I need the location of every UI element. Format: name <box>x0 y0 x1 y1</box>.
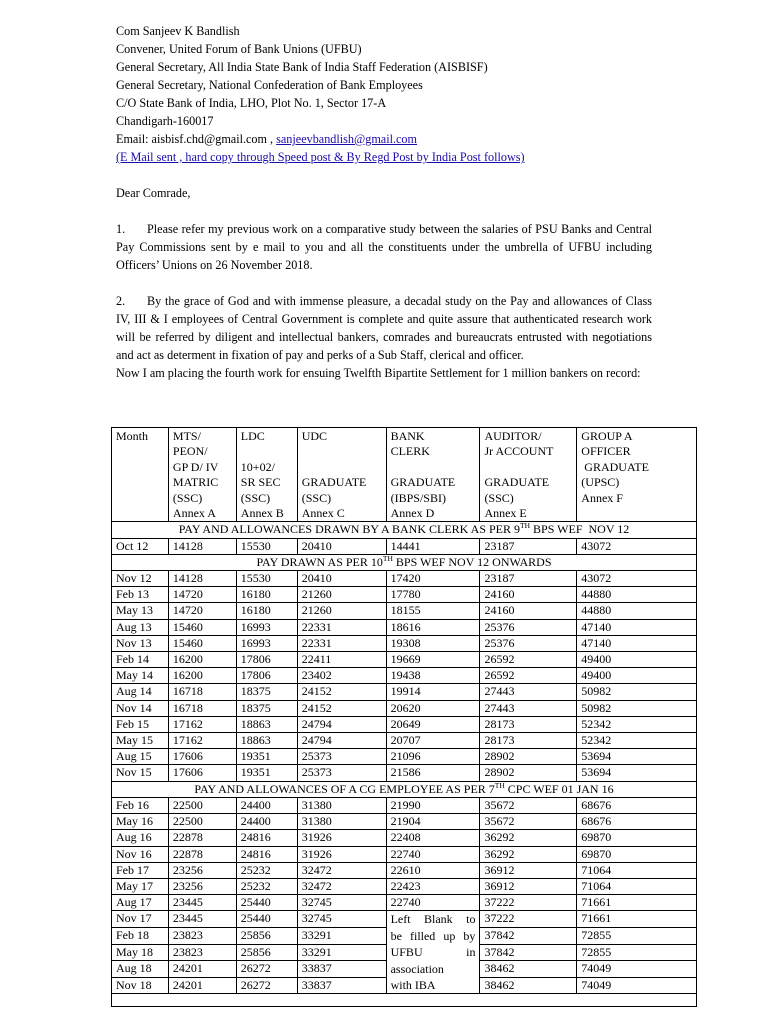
month-cell: Aug 16 <box>112 830 169 846</box>
pay-cell: 49400 <box>577 652 697 668</box>
pay-cell: 25440 <box>236 911 297 928</box>
pay-cell: 19308 <box>386 635 480 651</box>
header-line: (SSC) <box>484 490 514 505</box>
column-header <box>112 428 169 522</box>
table-row <box>112 830 697 846</box>
month-cell: Aug 13 <box>112 619 169 635</box>
email-prefix: Email: aisbisf.chd@gmail.com , <box>116 132 274 146</box>
pay-cell: 24816 <box>236 830 297 846</box>
pay-cell: 71661 <box>577 895 697 911</box>
pay-cell: 44880 <box>577 603 697 619</box>
table-row <box>112 733 697 749</box>
column-header <box>236 428 297 522</box>
pay-cell: 69870 <box>577 846 697 862</box>
pay-cell: 32745 <box>297 895 386 911</box>
pay-cell: 37842 <box>480 944 577 961</box>
pay-cell: 22408 <box>386 830 480 846</box>
pay-cell: 22740 <box>386 895 480 911</box>
pay-cell: 37222 <box>480 911 577 928</box>
pay-cell: 47140 <box>577 619 697 635</box>
header-line: Annex E <box>484 506 527 521</box>
month-cell: Nov 17 <box>112 911 169 928</box>
pay-cell: 22331 <box>297 619 386 635</box>
header-line: AUDITOR/ <box>484 429 542 443</box>
pay-cell: 24400 <box>236 814 297 830</box>
pay-cell: 16200 <box>168 652 236 668</box>
pay-cell: 18863 <box>236 716 297 732</box>
pay-cell: 16993 <box>236 635 297 651</box>
month-cell: Feb 17 <box>112 862 169 878</box>
pay-cell: 21904 <box>386 814 480 830</box>
column-header <box>480 428 577 522</box>
pay-cell: 15530 <box>236 538 297 554</box>
pay-cell: 50982 <box>577 684 697 700</box>
header-line: PEON/ <box>172 444 208 459</box>
header-line: GRADUATE <box>484 475 550 490</box>
pay-cell: 14720 <box>168 587 236 603</box>
pay-cell: 15460 <box>168 619 236 635</box>
pay-cell: 31926 <box>297 830 386 846</box>
header-line <box>484 460 572 475</box>
pay-cell: 24400 <box>236 797 297 813</box>
salutation: Dear Comrade, <box>116 186 191 200</box>
pay-cell: 32745 <box>297 911 386 928</box>
pay-cell: 20649 <box>386 716 480 732</box>
pay-cell: 53694 <box>577 765 697 781</box>
pay-cell: 23187 <box>480 538 577 554</box>
table-row <box>112 911 697 928</box>
header-line <box>241 444 293 459</box>
pay-cell: 22878 <box>168 830 236 846</box>
pay-cell: 38462 <box>480 977 577 994</box>
pay-cell: 16718 <box>168 700 236 716</box>
pay-cell: 74049 <box>577 961 697 978</box>
dispatch-note-link[interactable]: (E Mail sent , hard copy through Speed post & By Regd Post by India Post follows) <box>116 150 525 164</box>
header-line <box>116 491 164 506</box>
header-line: Annex F <box>581 490 623 505</box>
pay-cell: 21990 <box>386 797 480 813</box>
header-line: Annex D <box>390 506 435 521</box>
pay-cell: 22500 <box>168 814 236 830</box>
header-line: (UPSC) <box>581 475 620 490</box>
month-cell: Aug 17 <box>112 895 169 911</box>
month-cell: Aug 15 <box>112 749 169 765</box>
pay-cell: 17420 <box>386 571 480 587</box>
header-line <box>302 444 382 459</box>
header-line <box>302 460 382 475</box>
pay-cell: 24816 <box>236 846 297 862</box>
column-header <box>386 428 480 522</box>
pay-cell: 23823 <box>168 927 236 944</box>
pay-cell: 21260 <box>297 587 386 603</box>
header-line <box>116 506 164 521</box>
pay-cell: 23402 <box>297 668 386 684</box>
pay-cell: 25440 <box>236 895 297 911</box>
pay-cell: 22331 <box>297 635 386 651</box>
table-row <box>112 716 697 732</box>
table-row <box>112 587 697 603</box>
pay-cell: 24160 <box>480 587 577 603</box>
pay-cell: 23445 <box>168 895 236 911</box>
note-line: UFBU in <box>390 945 476 960</box>
pay-cell: 69870 <box>577 830 697 846</box>
pay-cell: 74049 <box>577 977 697 994</box>
sender-line: General Secretary, All India State Bank of India Staff Federation (AISBISF) <box>116 60 488 74</box>
table-row <box>112 619 697 635</box>
pay-cell: 15530 <box>236 571 297 587</box>
pay-cell: 26272 <box>236 961 297 978</box>
section-tail: BPS WEF NOV 12 <box>530 522 630 537</box>
pay-cell: 19669 <box>386 652 480 668</box>
column-header <box>168 428 236 522</box>
paragraph-2 <box>116 292 652 364</box>
section-tail: BPS WEF NOV 12 ONWARDS <box>392 554 552 569</box>
pay-cell: 24152 <box>297 684 386 700</box>
header-line: SR SEC <box>240 475 281 490</box>
month-cell: May 18 <box>112 944 169 961</box>
email-link[interactable]: sanjeevbandlish@gmail.com <box>276 132 418 146</box>
header-line: GRADUATE <box>581 459 649 474</box>
section-heading-row <box>112 522 697 538</box>
pay-cell: 17162 <box>168 716 236 732</box>
header-line: GROUP A <box>581 429 633 443</box>
pay-cell: 33291 <box>297 927 386 944</box>
pay-cell: 25232 <box>236 878 297 894</box>
pay-cell: 71661 <box>577 911 697 928</box>
pay-cell: 16180 <box>236 603 297 619</box>
table-row <box>112 652 697 668</box>
pay-cell: 35672 <box>480 814 577 830</box>
pay-cell: 32472 <box>297 862 386 878</box>
pay-cell: 20410 <box>297 538 386 554</box>
pay-cell: 19351 <box>236 765 297 781</box>
pay-cell: 17780 <box>386 587 480 603</box>
sender-address <box>116 22 652 166</box>
pay-cell: 22500 <box>168 797 236 813</box>
section-text: PAY AND ALLOWANCES DRAWN BY A BANK CLERK AS PER 9 <box>178 522 521 537</box>
header-line: (IBPS/SBI) <box>390 490 446 505</box>
month-cell: Nov 18 <box>112 977 169 994</box>
header-line: Jr ACCOUNT <box>484 444 554 459</box>
pay-cell: 22423 <box>386 878 480 894</box>
pay-cell: 50982 <box>577 700 697 716</box>
pay-cell: 24794 <box>297 716 386 732</box>
section-sup: TH <box>382 553 393 563</box>
month-cell: Nov 14 <box>112 700 169 716</box>
pay-cell: 16200 <box>168 668 236 684</box>
left-blank-note <box>386 911 480 994</box>
pay-cell: 49400 <box>577 668 697 684</box>
pay-cell: 71064 <box>577 862 697 878</box>
pay-cell: 24152 <box>297 700 386 716</box>
pay-cell: 43072 <box>577 538 697 554</box>
pay-cell: 36912 <box>480 862 577 878</box>
pay-comparison-table <box>111 427 697 1007</box>
pay-cell: 32472 <box>297 878 386 894</box>
pay-cell: 15460 <box>168 635 236 651</box>
pay-cell: 72855 <box>577 944 697 961</box>
pay-cell: 14441 <box>386 538 480 554</box>
header-line: GP D/ IV <box>172 459 219 474</box>
pay-cell: 20620 <box>386 700 480 716</box>
pay-cell: 22878 <box>168 846 236 862</box>
table-row <box>112 862 697 878</box>
pay-cell: 27443 <box>480 700 577 716</box>
pay-cell: 28902 <box>480 765 577 781</box>
pay-cell: 31380 <box>297 814 386 830</box>
pay-cell: 27443 <box>480 684 577 700</box>
pay-cell: 23823 <box>168 944 236 961</box>
pay-cell: 19438 <box>386 668 480 684</box>
paragraph-3: Now I am placing the fourth work for ensuing Twelfth Bipartite Settlement for 1 million bankers on record: <box>116 366 641 380</box>
pay-cell: 23445 <box>168 911 236 928</box>
month-cell: May 15 <box>112 733 169 749</box>
section-tail: CPC WEF 01 JAN 16 <box>504 781 614 796</box>
header-line: MTS/ <box>172 429 201 443</box>
pay-cell: 33837 <box>297 977 386 994</box>
month-cell: Aug 14 <box>112 684 169 700</box>
pay-cell: 25856 <box>236 927 297 944</box>
header-line: LDC <box>240 429 265 443</box>
header-line <box>581 506 692 521</box>
paragraph-number: 2. <box>116 294 126 308</box>
header-line: MATRIC <box>172 475 219 490</box>
table-row <box>112 538 697 554</box>
month-cell: Nov 16 <box>112 846 169 862</box>
header-line: GRADUATE <box>390 475 456 490</box>
paragraph-1 <box>116 220 652 274</box>
table-row <box>112 571 697 587</box>
header-line: (SSC) <box>301 490 332 505</box>
pay-cell: 52342 <box>577 716 697 732</box>
header-line <box>116 460 164 475</box>
sender-line: Chandigarh-160017 <box>116 114 214 128</box>
table-row <box>112 668 697 684</box>
pay-cell: 17606 <box>168 765 236 781</box>
pay-cell: 31926 <box>297 846 386 862</box>
pay-cell: 25376 <box>480 635 577 651</box>
pay-cell: 43072 <box>577 571 697 587</box>
section-heading-row <box>112 554 697 570</box>
header-line: UDC <box>301 429 328 443</box>
pay-cell: 18375 <box>236 700 297 716</box>
pay-cell: 35672 <box>480 797 577 813</box>
header-line: OFFICER <box>581 444 631 459</box>
pay-cell: 18375 <box>236 684 297 700</box>
pay-cell: 25232 <box>236 862 297 878</box>
pay-cell: 23256 <box>168 878 236 894</box>
pay-cell: 33291 <box>297 944 386 961</box>
pay-cell: 17162 <box>168 733 236 749</box>
table-row <box>112 814 697 830</box>
month-cell: Feb 15 <box>112 716 169 732</box>
pay-cell: 23256 <box>168 862 236 878</box>
note-line: Left Blank to <box>390 912 476 927</box>
header-line: Annex C <box>301 506 345 521</box>
month-cell: Aug 18 <box>112 961 169 978</box>
empty-cell <box>112 994 697 1007</box>
section-heading-row <box>112 781 697 797</box>
pay-cell: 37222 <box>480 895 577 911</box>
month-cell: May 17 <box>112 878 169 894</box>
column-header <box>297 428 386 522</box>
pay-cell: 26592 <box>480 668 577 684</box>
pay-cell: 20410 <box>297 571 386 587</box>
header-line <box>116 475 164 490</box>
pay-cell: 25376 <box>480 619 577 635</box>
table-row <box>112 603 697 619</box>
pay-cell: 31380 <box>297 797 386 813</box>
header-line: (SSC) <box>172 490 203 505</box>
pay-cell: 71064 <box>577 878 697 894</box>
note-line: be filled up by <box>390 928 476 943</box>
pay-cell: 68676 <box>577 797 697 813</box>
pay-cell: 26592 <box>480 652 577 668</box>
pay-cell: 17606 <box>168 749 236 765</box>
pay-cell: 37842 <box>480 927 577 944</box>
month-cell: Nov 13 <box>112 635 169 651</box>
table-row <box>112 846 697 862</box>
sender-line: Com Sanjeev K Bandlish <box>116 24 240 38</box>
pay-cell: 68676 <box>577 814 697 830</box>
header-line <box>116 444 164 459</box>
paragraph-number: 1. <box>116 222 126 236</box>
month-cell: Feb 13 <box>112 587 169 603</box>
pay-cell: 22610 <box>386 862 480 878</box>
pay-cell: 21260 <box>297 603 386 619</box>
table-row <box>112 797 697 813</box>
header-line: Month <box>116 429 149 443</box>
pay-cell: 21096 <box>386 749 480 765</box>
column-header <box>577 428 697 522</box>
table-row <box>112 635 697 651</box>
month-cell: May 13 <box>112 603 169 619</box>
pay-cell: 25373 <box>297 749 386 765</box>
pay-cell: 16718 <box>168 684 236 700</box>
table-row <box>112 765 697 781</box>
pay-cell: 14720 <box>168 603 236 619</box>
section-text: PAY DRAWN AS PER 10 <box>256 554 383 569</box>
pay-cell: 36292 <box>480 846 577 862</box>
paragraph-text: Please refer my previous work on a comparative study between the salaries of PSU Banks and Central Pay Commissions sent by e mail to you and all the constituents under the umbrella of UFBU including Officers’ Unions on 26 November 2018. <box>116 222 652 272</box>
pay-cell: 52342 <box>577 733 697 749</box>
pay-cell: 22411 <box>297 652 386 668</box>
pay-cell: 14128 <box>168 538 236 554</box>
pay-cell: 25856 <box>236 944 297 961</box>
month-cell: Oct 12 <box>112 538 169 554</box>
section-sup: TH <box>494 780 505 790</box>
pay-cell: 19914 <box>386 684 480 700</box>
pay-cell: 24201 <box>168 977 236 994</box>
section-sup: TH <box>520 521 531 531</box>
month-cell: May 16 <box>112 814 169 830</box>
header-line: GRADUATE <box>301 475 367 490</box>
pay-cell: 17806 <box>236 668 297 684</box>
pay-cell: 24201 <box>168 961 236 978</box>
table-row <box>112 700 697 716</box>
pay-cell: 25373 <box>297 765 386 781</box>
section-text: PAY AND ALLOWANCES OF A CG EMPLOYEE AS PER 7 <box>194 781 495 796</box>
pay-cell: 18155 <box>386 603 480 619</box>
header-line: (SSC) <box>240 490 271 505</box>
pay-cell: 44880 <box>577 587 697 603</box>
note-line: association <box>390 961 444 976</box>
pay-cell: 28173 <box>480 733 577 749</box>
paragraph-text: By the grace of God and with immense pleasure, a decadal study on the Pay and allowances of Class IV, III & I employees of Central Government is complete and quite assure that authenticated research work will be referred by diligent and intellectual bankers, comrades and bureaucrats entrusted with negotiations and act as determent in fixation of pay and perks of a Sub Staff, clerical and officer. <box>116 294 652 362</box>
header-line: BANK <box>390 429 425 443</box>
header-line: 10+02/ <box>240 459 275 474</box>
pay-cell: 22740 <box>386 846 480 862</box>
pay-cell: 19351 <box>236 749 297 765</box>
section-heading <box>112 522 697 538</box>
header-line: CLERK <box>390 444 430 459</box>
pay-cell: 72855 <box>577 927 697 944</box>
table-row <box>112 684 697 700</box>
pay-cell: 17806 <box>236 652 297 668</box>
pay-cell: 36292 <box>480 830 577 846</box>
pay-cell: 20707 <box>386 733 480 749</box>
pay-cell: 47140 <box>577 635 697 651</box>
pay-cell: 14128 <box>168 571 236 587</box>
pay-cell: 28902 <box>480 749 577 765</box>
sender-line: General Secretary, National Confederation of Bank Employees <box>116 78 423 92</box>
pay-cell: 53694 <box>577 749 697 765</box>
table-row <box>112 749 697 765</box>
empty-row <box>112 994 697 1007</box>
pay-cell: 23187 <box>480 571 577 587</box>
header-line <box>391 460 476 475</box>
note-line: with IBA <box>390 977 436 992</box>
month-cell: Feb 18 <box>112 927 169 944</box>
month-cell: Nov 15 <box>112 765 169 781</box>
header-line: Annex A <box>172 506 216 521</box>
pay-cell: 16180 <box>236 587 297 603</box>
pay-cell: 21586 <box>386 765 480 781</box>
pay-cell: 18863 <box>236 733 297 749</box>
month-cell: Feb 16 <box>112 797 169 813</box>
section-heading <box>112 781 697 797</box>
header-line: Annex B <box>240 506 284 521</box>
table-row <box>112 878 697 894</box>
pay-cell: 24160 <box>480 603 577 619</box>
pay-cell: 36912 <box>480 878 577 894</box>
table-header-row <box>112 428 697 522</box>
pay-cell: 28173 <box>480 716 577 732</box>
sender-line: C/O State Bank of India, LHO, Plot No. 1, Sector 17-A <box>116 96 387 110</box>
pay-cell: 38462 <box>480 961 577 978</box>
pay-cell: 16993 <box>236 619 297 635</box>
email-line <box>116 130 652 148</box>
letter-body <box>116 22 652 382</box>
pay-cell: 24794 <box>297 733 386 749</box>
section-heading <box>112 554 697 570</box>
month-cell: May 14 <box>112 668 169 684</box>
pay-cell: 26272 <box>236 977 297 994</box>
month-cell: Nov 12 <box>112 571 169 587</box>
pay-cell: 18616 <box>386 619 480 635</box>
table-row <box>112 895 697 911</box>
pay-cell: 33837 <box>297 961 386 978</box>
sender-line: Convener, United Forum of Bank Unions (UFBU) <box>116 42 362 56</box>
month-cell: Feb 14 <box>112 652 169 668</box>
